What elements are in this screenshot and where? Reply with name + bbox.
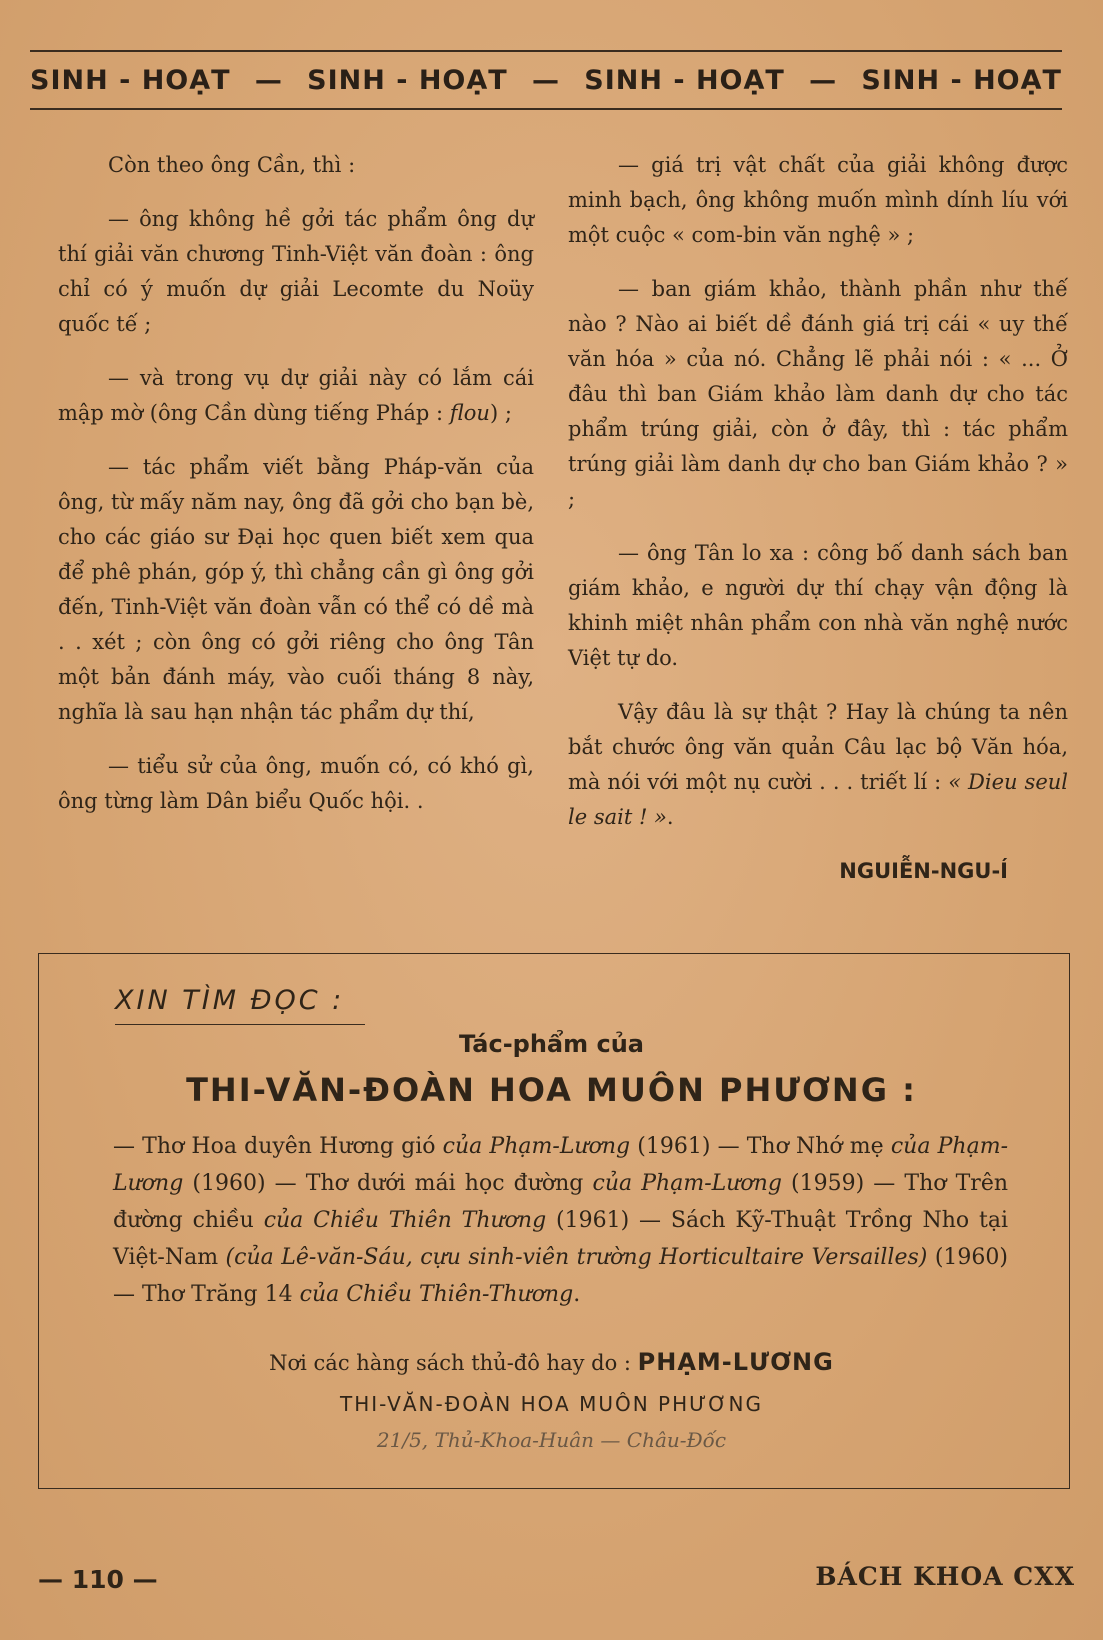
paragraph-text: — và trong vụ dự giải này có lắm cái mập mờ (ông Cần dùng tiếng Pháp : — [58, 366, 534, 425]
paragraph-text: Vậy đâu là sự thật ? Hay là chúng ta nên bắt chước ông văn quản Câu lạc bộ Văn hóa, mà nói với một nụ cười . . . triết lí : — [568, 700, 1068, 794]
ad-list-text: (1960) — Thơ Trăng 14 — [113, 1245, 1008, 1307]
ad-list-text: (1961) — Thơ Nhớ mẹ — [630, 1134, 891, 1159]
paragraph: — tiểu sử của ông, muốn có, có khó gì, ông từng làm Dân biểu Quốc hội. . — [58, 754, 534, 813]
ad-heading: XIN TÌM ĐỌC : — [115, 985, 345, 1016]
ad-where-name: PHẠM-LƯƠNG — [637, 1348, 834, 1376]
header-separator: — — [809, 64, 838, 96]
header-separator: — — [531, 64, 560, 96]
paragraph: — ông không hề gởi tác phẩm ông dự thí giải văn chương Tinh-Việt văn đoàn : ông chỉ có ý muốn dự giải Lecomte du Noüy quốc tế ; — [58, 207, 534, 336]
ad-list-credit: của Chiều Thiên-Thương — [299, 1282, 574, 1307]
header-item-4: SINH - HOẠT — [861, 64, 1062, 96]
ad-book-list — [113, 1128, 1008, 1313]
ad-list-credit: của Phạm-Lương — [113, 1134, 1009, 1196]
ad-list-text: (1960) — Thơ dưới mái học đường — [183, 1171, 593, 1196]
ad-list-text: (1961) — Sách Kỹ-Thuật Trồng Nho tại Việt-Nam — [113, 1208, 1009, 1270]
ad-list-text: — Thơ Hoa duyên Hương gió — [113, 1134, 443, 1159]
paragraph — [568, 695, 1068, 835]
header-separator: — — [254, 64, 283, 96]
ad-list-credit: (của Lê-văn-Sáu, cựu sinh-viên trường Horticultaire Versailles) — [225, 1245, 928, 1270]
section-header — [30, 58, 1062, 102]
italic-quote: « Dieu seul le sait ! » — [568, 770, 1069, 829]
header-item-3: SINH - HOẠT — [584, 64, 785, 96]
paragraph: — tác phẩm viết bằng Pháp-văn của ông, từ mấy năm nay, ông đã gởi cho bạn bè, cho các giáo sư Đại học quen biết xem qua để phê phán, góp ý, thì chẳng cần gì ông gởi đến, Tinh-Việt văn đoàn vẫn có thể có dề mà . . xét ; còn ông có gởi riêng cho ông Tân một bản đánh máy, vào cuối tháng 8 này, nghĩa là sau hạn nhận tác phẩm dự thí, — [58, 455, 534, 724]
ad-where-label: Nơi các hàng sách thủ-đô hay do : — [269, 1351, 638, 1375]
header-item-2: SINH - HOẠT — [307, 64, 508, 96]
ad-bottom-rule — [38, 1488, 1070, 1489]
paragraph: — ông Tân lo xa : công bố danh sách ban giám khảo, e người dự thí chạy vận động là khinh miệt nhân phẩm con nhà văn nghệ nước Việt tự do. — [568, 541, 1068, 670]
paragraph: — giá trị vật chất của giải không được minh bạch, ông không muốn mình dính líu với một cuộc « com-bin văn nghệ » ; — [568, 153, 1068, 247]
page-number: — 110 — — [38, 1565, 158, 1594]
author-signature: NGUIỄN-NGU-Í — [839, 859, 1008, 883]
ad-organization: THI-VĂN-ĐOÀN HOA MUÔN PHƯƠNG — [339, 1392, 764, 1416]
header-item-1: SINH - HOẠT — [30, 64, 231, 96]
paragraph: — ban giám khảo, thành phần như thế nào ? Nào ai biết dề đánh giá trị cái « uy thế văn hóa » của nó. Chẳng lẽ phải nói : « ... Ở đâu thì ban Giám khảo làm danh dự cho tác phẩm trúng giải, còn ở đây, thì : tác phẩm trúng giải làm danh dự cho ban Giám khảo ? » ; — [568, 277, 1068, 511]
ad-list-text: . — [573, 1282, 581, 1307]
ad-title: THI-VĂN-ĐOÀN HOA MUÔN PHƯƠNG : — [186, 1071, 917, 1109]
publication-name: BÁCH KHOA CXX — [815, 1562, 1075, 1591]
ad-list-credit: của Phạm-Lương — [592, 1171, 782, 1196]
ad-list-credit: của Chiều Thiên Thương — [263, 1208, 547, 1233]
paragraph — [58, 361, 534, 431]
ad-list-credit: của Phạm-Lương — [442, 1134, 631, 1159]
italic-term: flou — [449, 401, 490, 425]
paragraph-text: ) ; — [489, 401, 512, 425]
paragraph-text: . — [666, 805, 674, 829]
ad-list-text: (1959) — Thơ Trên đường chiều — [113, 1171, 1009, 1233]
article-left-column — [58, 148, 534, 838]
ad-heading-underline — [115, 1024, 365, 1025]
header-bottom-rule — [30, 108, 1062, 110]
ad-address: 21/5, Thủ-Khoa-Huân — Châu-Đốc — [376, 1428, 727, 1452]
article-right-column — [568, 148, 1068, 889]
header-top-rule — [30, 50, 1062, 52]
ad-subheading: Tác-phẩm của — [459, 1030, 644, 1058]
paragraph: Còn theo ông Cần, thì : — [108, 153, 356, 177]
ad-where-to-buy — [0, 1348, 1103, 1376]
